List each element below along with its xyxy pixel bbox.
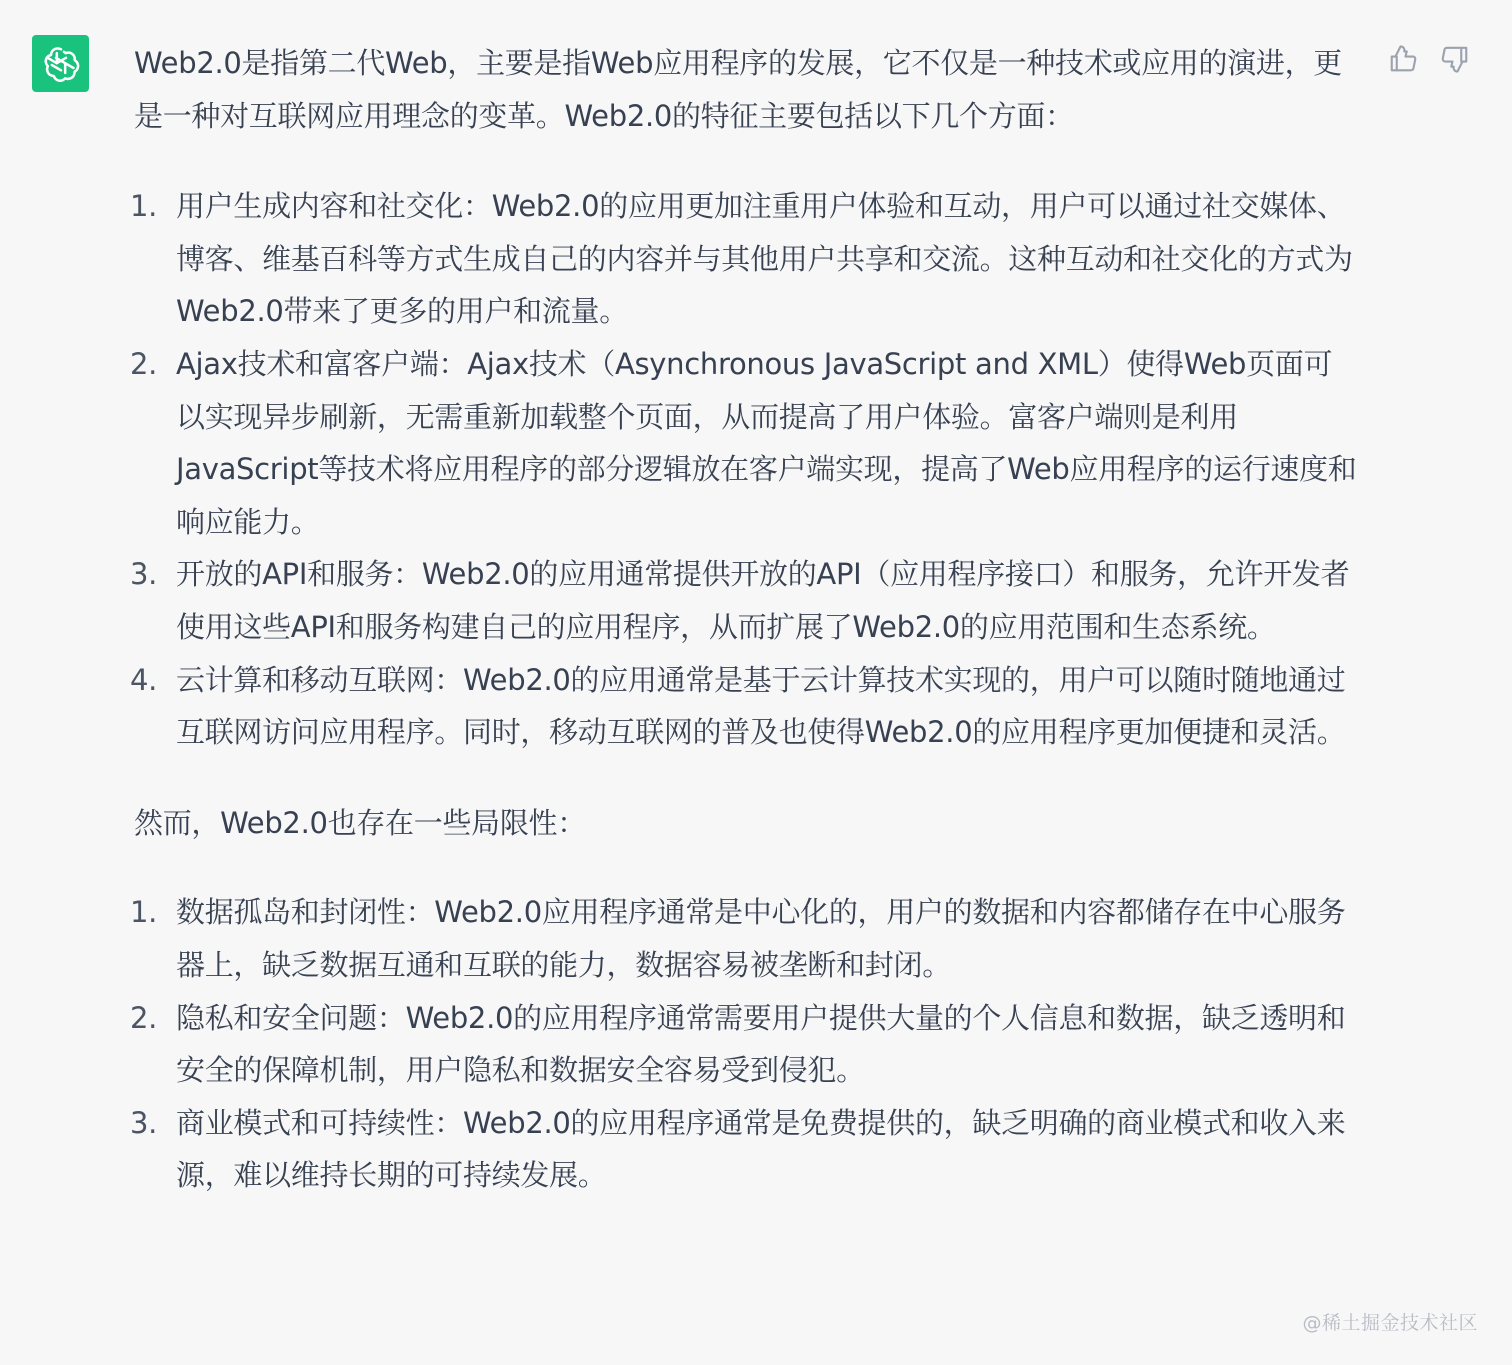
list-item-text: 隐私和安全问题：Web2.0的应用程序通常需要用户提供大量的个人信息和数据，缺乏透明和安全的保障机制，用户隐私和数据安全容易受到侵犯。 xyxy=(176,1000,1346,1088)
list-item xyxy=(130,180,1359,338)
list-item xyxy=(130,338,1359,548)
thumbs-down-button[interactable] xyxy=(1438,42,1472,76)
list-number: 2. xyxy=(130,1000,158,1035)
list-item-text: 云计算和移动互联网：Web2.0的应用通常是基于云计算技术实现的，用户可以随时随地通过互联网访问应用程序。同时，移动互联网的普及也使得Web2.0的应用程序更加便捷和灵活。 xyxy=(176,662,1346,750)
thumbs-up-button[interactable] xyxy=(1386,42,1420,76)
list-number: 1. xyxy=(130,895,158,930)
openai-logo-icon xyxy=(41,44,81,84)
watermark: @稀土掘金技术社区 xyxy=(1302,1312,1478,1334)
list-item-text: 用户生成内容和社交化：Web2.0的应用更加注重用户体验和互动，用户可以通过社交媒体、博客、维基百科等方式生成自己的内容并与其他用户共享和交流。这种互动和社交化的方式为Web2.0带来了更多的用户和流量。 xyxy=(176,189,1353,329)
list-number: 4. xyxy=(130,662,158,697)
list-item xyxy=(130,886,1359,991)
list-item-text: 开放的API和服务：Web2.0的应用通常提供开放的API（应用程序接口）和服务，允许开发者使用这些API和服务构建自己的应用程序，从而扩展了Web2.0的应用范围和生态系统。 xyxy=(176,557,1350,644)
thumbs-down-icon xyxy=(1440,44,1470,74)
list-item xyxy=(130,654,1359,759)
features-list xyxy=(130,180,1359,759)
list-number: 2. xyxy=(130,346,158,381)
intro-paragraph: Web2.0是指第二代Web，主要是指Web应用程序的发展，它不仅是一种技术或应用的演进，更是一种对互联网应用理念的变革。Web2.0的特征主要包括以下几个方面： xyxy=(134,46,1342,133)
limitations-list xyxy=(130,886,1359,1202)
assistant-message xyxy=(130,37,1359,1202)
thumbs-up-icon xyxy=(1388,44,1418,74)
list-number: 3. xyxy=(130,557,158,592)
list-item-text: 数据孤岛和封闭性：Web2.0应用程序通常是中心化的，用户的数据和内容都储存在中心服务器上，缺乏数据互通和互联的能力，数据容易被垄断和封闭。 xyxy=(176,895,1346,982)
list-item xyxy=(130,548,1359,653)
list-item xyxy=(130,992,1359,1097)
list-number: 3. xyxy=(130,1105,158,1140)
list-item xyxy=(130,1097,1359,1202)
assistant-avatar xyxy=(32,35,89,92)
list-item-text: 商业模式和可持续性：Web2.0的应用程序通常是免费提供的，缺乏明确的商业模式和收入来源，难以维持长期的可持续发展。 xyxy=(176,1105,1346,1193)
list-item-text: Ajax技术和富客户端：Ajax技术（Asynchronous JavaScript and XML）使得Web页面可以实现异步刷新，无需重新加载整个页面，从而提高了用户体验。富客户端则是利用JavaScript等技术将应用程序的部分逻辑放在客户端实现，提高了Web应用程序的运行速度和响应能力。 xyxy=(176,346,1357,539)
list-number: 1. xyxy=(130,189,158,224)
limitations-paragraph: 然而，Web2.0也存在一些局限性： xyxy=(134,805,586,840)
